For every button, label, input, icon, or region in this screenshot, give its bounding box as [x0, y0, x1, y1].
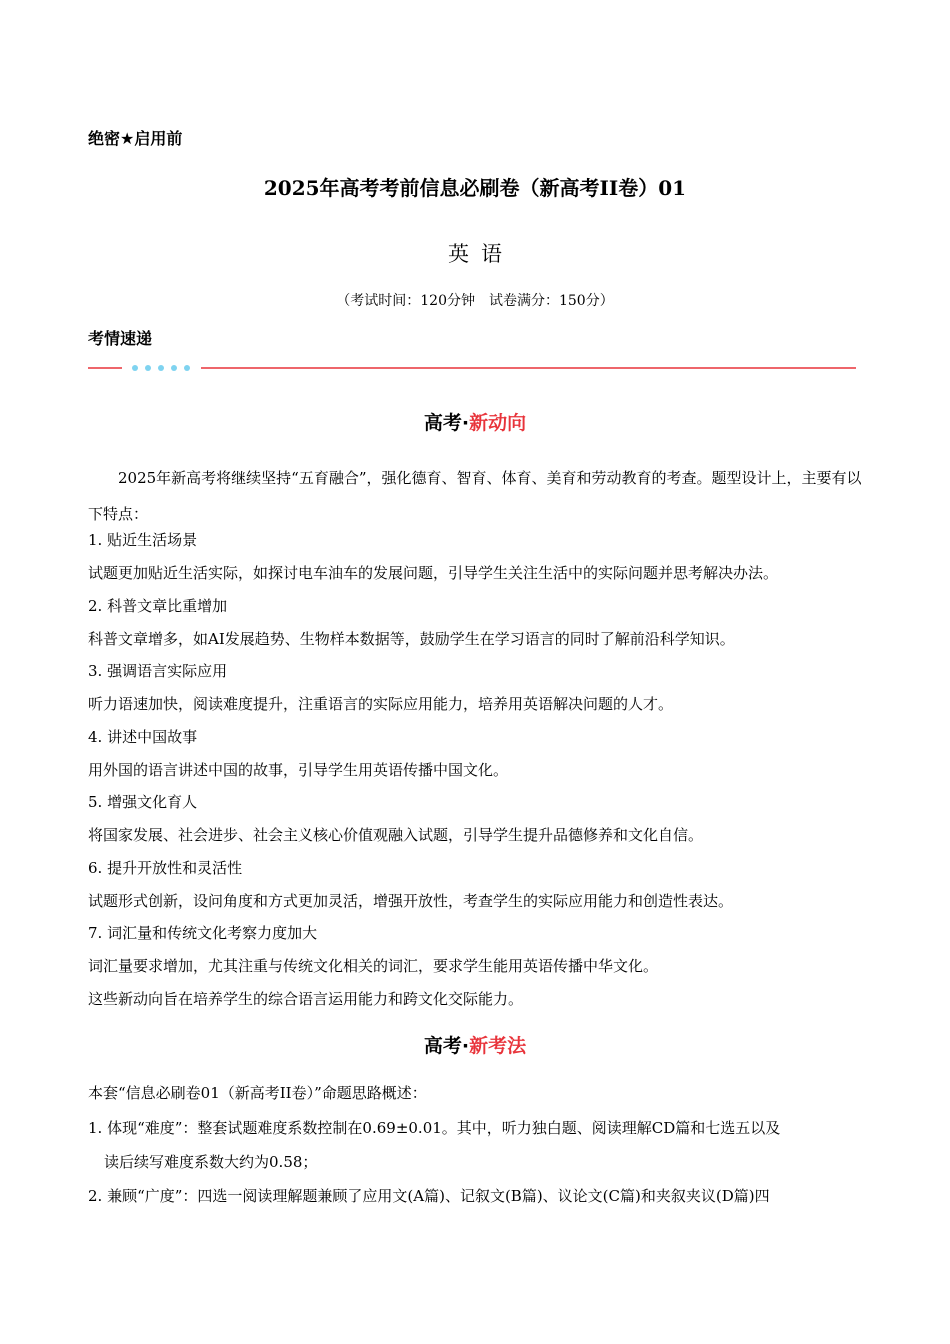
- list-item-text: 科普文章增多，如AI发展趋势、生物样本数据等，鼓励学生在学习语言的同时了解前沿科学知识。: [88, 630, 735, 648]
- point-2-line-1: 2. 兼顾“广度”：四选一阅读理解题兼顾了应用文(A篇)、记叙文(B篇)、议论文(C篇)和夹叙夹议(D篇)四: [88, 1187, 770, 1205]
- list-item-title: 6. 提升开放性和灵活性: [88, 859, 243, 877]
- heading-highlight: 新动向: [469, 412, 527, 434]
- subject-title: 英语: [448, 242, 514, 266]
- secret-label: 绝密★启用前: [88, 129, 183, 148]
- divider-dot: [171, 365, 177, 371]
- list-item-title: 2. 科普文章比重增加: [88, 597, 228, 615]
- section-heading-new-methods: [0, 1031, 950, 1058]
- point-1-line-2: 读后续写难度系数大约为0.58；: [104, 1153, 318, 1171]
- list-item-title: 1. 贴近生活场景: [88, 531, 198, 549]
- section-divider: [88, 358, 856, 378]
- list-item-text: 试题更加贴近生活实际，如探讨电车油车的发展问题，引导学生关注生活中的实际问题并思考解决办法。: [88, 564, 779, 582]
- exam-info: （考试时间：120分钟 试卷满分：150分）: [336, 293, 614, 309]
- section2-intro: 本套“信息必刷卷01（新高考II卷）”命题思路概述：: [88, 1084, 427, 1102]
- list-item-text: 用外国的语言讲述中国的故事，引导学生用英语传播中国文化。: [88, 761, 509, 779]
- section1-intro: 2025年新高考将继续坚持“五育融合”，强化德育、智育、体育、美育和劳动教育的考查。题型设计上，主要有以下特点：: [88, 469, 862, 523]
- list-item-text: 词汇量要求增加，尤其注重与传统文化相关的词汇，要求学生能用英语传播中华文化。: [88, 957, 659, 975]
- heading-highlight: 新考法: [469, 1035, 527, 1057]
- divider-dot: [145, 365, 151, 371]
- page-title: 2025年高考考前信息必刷卷（新高考II卷）01: [263, 176, 687, 200]
- section1-conclusion: 这些新动向旨在培养学生的综合语言运用能力和跨文化交际能力。: [88, 990, 524, 1008]
- divider-dot: [184, 365, 190, 371]
- divider-dot: [158, 365, 164, 371]
- list-item-text: 将国家发展、社会进步、社会主义核心价值观融入试题，引导学生提升品德修养和文化自信。: [88, 826, 704, 844]
- heading-prefix: 高考·: [423, 412, 470, 434]
- list-item-title: 5. 增强文化育人: [88, 793, 198, 811]
- section-label: 考情速递: [88, 329, 153, 348]
- divider-dot: [132, 365, 138, 371]
- heading-prefix: 高考·: [423, 1035, 470, 1057]
- point-1-line-1: 1. 体现“难度”：整套试题难度系数控制在0.69±0.01。其中，听力独白题、阅读理解CD篇和七选五以及: [88, 1119, 781, 1137]
- list-item-title: 4. 讲述中国故事: [88, 728, 198, 746]
- section-heading-new-trends: [0, 408, 950, 435]
- list-item-title: 7. 词汇量和传统文化考察力度加大: [88, 924, 318, 942]
- list-item-title: 3. 强调语言实际应用: [88, 662, 228, 680]
- list-item-text: 听力语速加快，阅读难度提升，注重语言的实际应用能力，培养用英语解决问题的人才。: [88, 695, 674, 713]
- list-item-text: 试题形式创新，设问角度和方式更加灵活，增强开放性，考查学生的实际应用能力和创造性表达。: [88, 892, 734, 910]
